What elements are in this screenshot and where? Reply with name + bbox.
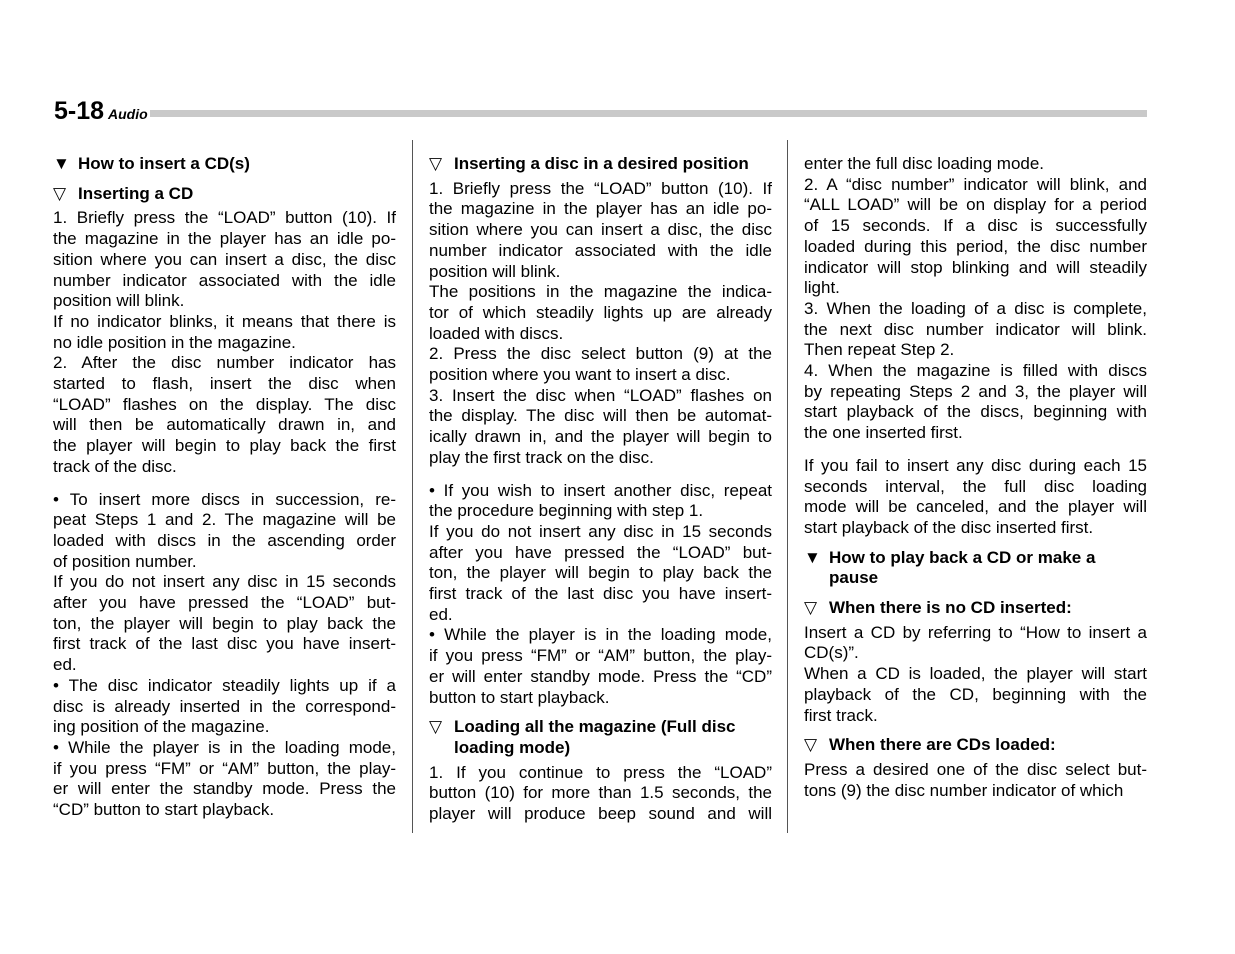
paragraph: If you do not insert any disc in 15 seconds after you have pressed the “LOAD” but- ton, the player will begin to play back the first track of the last disc you have insert- ed. [53,572,396,675]
outline-triangle-icon: ▽ [429,717,443,737]
paragraph: 1. If you continue to press the “LOAD” button (10) for more than 1.5 seconds, the player will produce beep sound and will [429,762,772,824]
column-divider [412,140,413,833]
paragraph: The positions in the magazine the indica- tor of which steadily lights up are already loaded with discs. [429,282,772,343]
main-heading: ▼ How to play back a CD or make a pause [804,547,1096,588]
column-divider [787,140,788,833]
paragraph: enter the full disc loading mode. [804,154,1045,173]
paragraph: 2. A “disc number” indicator will blink, and “ALL LOAD” will be on display for a period of 15 seconds. If a disc is successfully loaded during this period, the disc number indicator will stop blinking and will steadily light. [804,174,1147,298]
bullet-item: • If you wish to insert another disc, repeat the procedure beginning with step 1. [429,480,772,521]
sub-heading: ▽ When there are CDs loaded: [804,735,1056,755]
paragraph: Insert a CD by referring to “How to insert a CD(s)”. [804,622,1147,663]
section-title: Audio [108,106,148,122]
sub-heading: ▽ When there is no CD inserted: [804,598,1072,618]
paragraph: 3. Insert the disc when “LOAD” flashes on the display. The disc will then be automat- ically drawn in, and the player will begin to play the first track on the disc. [429,385,772,467]
page-number: 5-18 [54,97,105,125]
paragraph: If no indicator blinks, it means that there is no idle position in the magazine. [53,311,396,352]
paragraph: 4. When the magazine is filled with discs by repeating Steps 2 and 3, the player will start playback of the discs, beginning with the one inserted first. [804,361,1147,443]
paragraph: If you do not insert any disc in 15 seconds after you have pressed the “LOAD” but- ton, the player will begin to play back the first track of the last disc you have insert- ed. [429,521,772,624]
sub-heading: ▽ Inserting a disc in a desired position [429,154,749,173]
paragraph: 2. Press the disc select button (9) at the position where you want to insert a disc. [429,344,772,385]
sub-heading: ▽ Inserting a CD [53,183,194,203]
bullet-item: • To insert more discs in succession, re- peat Steps 1 and 2. The magazine will be loaded with discs in the ascending order of position number. [53,489,396,571]
sub-heading: ▽ Loading all the magazine (Full disc loading mode) [429,717,736,757]
outline-triangle-icon: ▽ [804,598,818,618]
column-3 [804,154,1147,801]
solid-triangle-icon: ▼ [53,154,70,173]
paragraph: 3. When the loading of a disc is complete, the next disc number indicator will blink. Then repeat Step 2. [804,298,1147,360]
column-2 [429,154,772,825]
paragraph: 2. After the disc number indicator has started to flash, insert the disc when “LOAD” flashes on the display. The disc will then be automatically drawn in, and the player will begin to play back the first track of the disc. [53,353,396,476]
page-header [54,96,1147,126]
main-heading: ▼ How to insert a CD(s) [53,154,250,173]
header-rule [150,110,1147,117]
solid-triangle-icon: ▼ [804,547,821,567]
paragraph: If you fail to insert any disc during each 15 seconds interval, the full disc loading mode will be canceled, and the player will start playback of the disc inserted first. [804,455,1147,537]
paragraph: Press a desired one of the disc select but- tons (9) the disc number indicator of which [804,759,1147,800]
outline-triangle-icon: ▽ [804,735,818,755]
column-1 [53,154,396,821]
paragraph: 1. Briefly press the “LOAD” button (10). If the magazine in the player has an idle po- sition where you can insert a disc, the disc number indicator associated with the idle position will blink. [53,208,396,311]
outline-triangle-icon: ▽ [429,154,443,173]
bullet-item: • The disc indicator steadily lights up if a disc is already inserted in the correspond- ing position of the magazine. [53,675,396,737]
outline-triangle-icon: ▽ [53,183,67,203]
bullet-item: • While the player is in the loading mode, if you press “FM” or “AM” button, the play- er will enter the standby mode. Press the “CD” button to start playback. [53,737,396,820]
paragraph: When a CD is loaded, the player will start playback of the CD, beginning with the first track. [804,664,1147,725]
paragraph: 1. Briefly press the “LOAD” button (10). If the magazine in the player has an idle po- sition where you can insert a disc, the disc number indicator associated with the idle position will blink. [429,178,772,281]
bullet-item: • While the player is in the loading mode, if you press “FM” or “AM” button, the play- er will enter standby mode. Press the “CD” button to start playback. [429,625,772,707]
